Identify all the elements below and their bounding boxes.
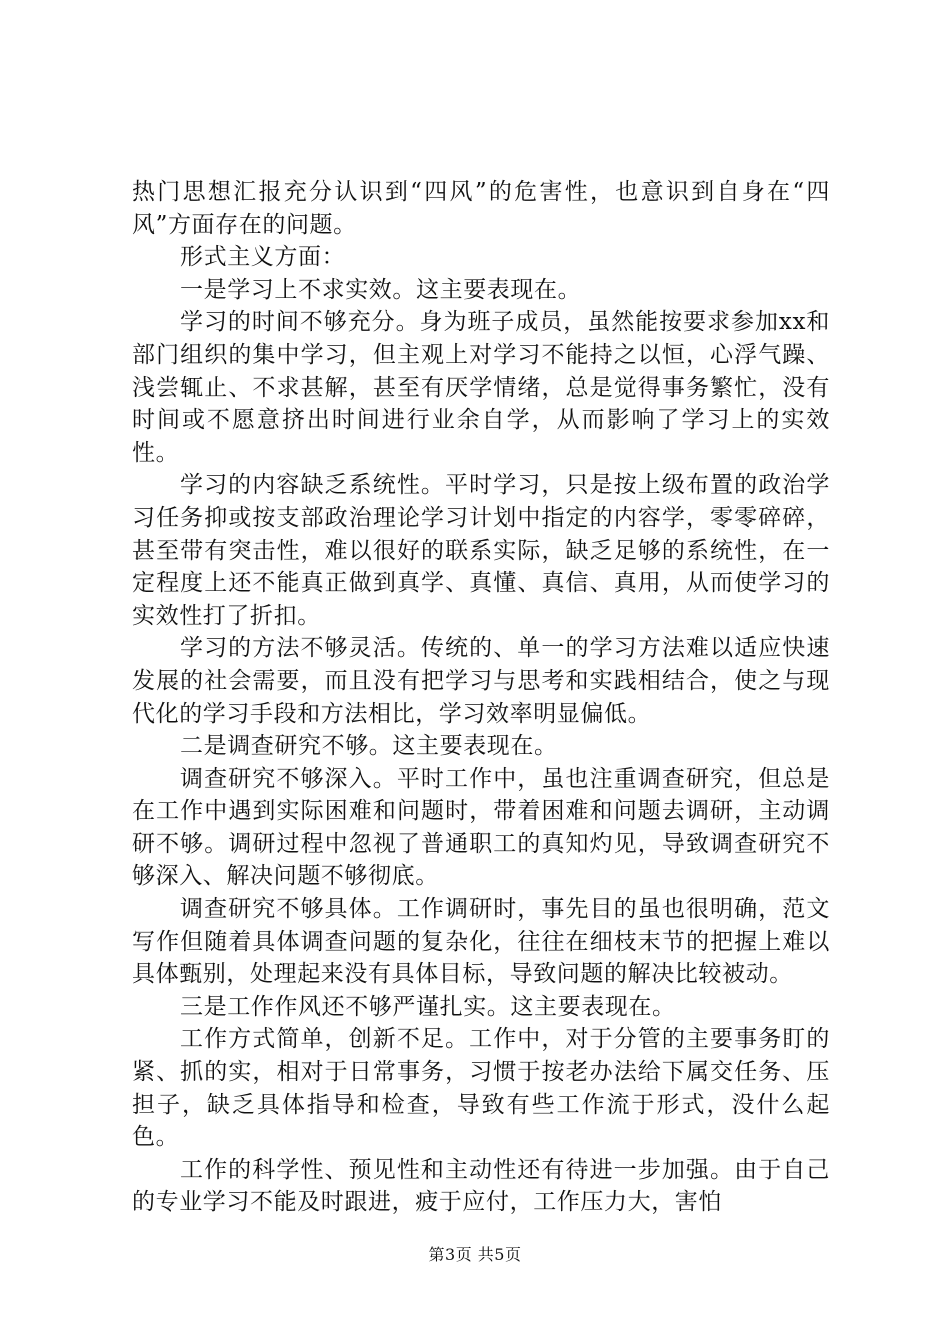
paragraph-work-scientific: 工作的科学性、预见性和主动性还有待进一步加强。由于自己的专业学习不能及时跟进，疲于应付，工作压力大，害怕 (132, 1156, 830, 1216)
section-heading-formalism: 形式主义方面： (180, 244, 346, 271)
page-footer: 第3页 共5页 (428, 1245, 522, 1264)
paragraph-study-method: 学习的方法不够灵活。传统的、单一的学习方法难以适应快速发展的社会需要，而且没有把学习与思考和实践相结合，使之与现代化的学习手段和方法相比，学习效率明显偏低。 (132, 635, 830, 727)
document-body (132, 176, 830, 1219)
paragraph-research-specific: 调查研究不够具体。工作调研时，事先目的虽也很明确，范文写作但随着具体调查问题的复杂化，往往在细枝末节的把握上难以具体甄别，处理起来没有具体目标，导致问题的解决比较被动。 (132, 896, 830, 988)
point-heading-work-style: 三是工作作风还不够严谨扎实。这主要表现在。 (180, 993, 676, 1020)
point-heading-research: 二是调查研究不够。这主要表现在。 (180, 733, 558, 760)
paragraph-continuation: 热门思想汇报充分认识到“四风”的危害性，也意识到自身在“四风”方面存在的问题。 (132, 179, 830, 238)
paragraph-study-content: 学习的内容缺乏系统性。平时学习，只是按上级布置的政治学习任务抑或按支部政治理论学习计划中指定的内容学，零零碎碎，甚至带有突击性，难以很好的联系实际，缺乏足够的系统性，在一定程度上还不能真正做到真学、真懂、真信、真用，从而使学习的实效性打了折扣。 (132, 472, 830, 629)
paragraph-research-depth: 调查研究不够深入。平时工作中，虽也注重调查研究，但总是在工作中遇到实际困难和问题时，带着困难和问题去调研，主动调研不够。调研过程中忽视了普通职工的真知灼见，导致调查研究不够深入、解决问题不够彻底。 (132, 765, 830, 890)
paragraph-study-time: 学习的时间不够充分。身为班子成员，虽然能按要求参加xx和部门组织的集中学习，但主观上对学习不能持之以恒，心浮气躁、浅尝辄止、不求甚解，甚至有厌学情绪，总是觉得事务繁忙，没有时间或不愿意挤出时间进行业余自学，从而影响了学习上的实效性。 (132, 309, 830, 466)
point-heading-study: 一是学习上不求实效。这主要表现在。 (180, 276, 582, 303)
paragraph-work-method: 工作方式简单，创新不足。工作中，对于分管的主要事务盯的紧、抓的实，相对于日常事务，习惯于按老办法给下属交任务、压担子，缺乏具体指导和检查，导致有些工作流于形式，没什么起色。 (132, 1026, 830, 1151)
